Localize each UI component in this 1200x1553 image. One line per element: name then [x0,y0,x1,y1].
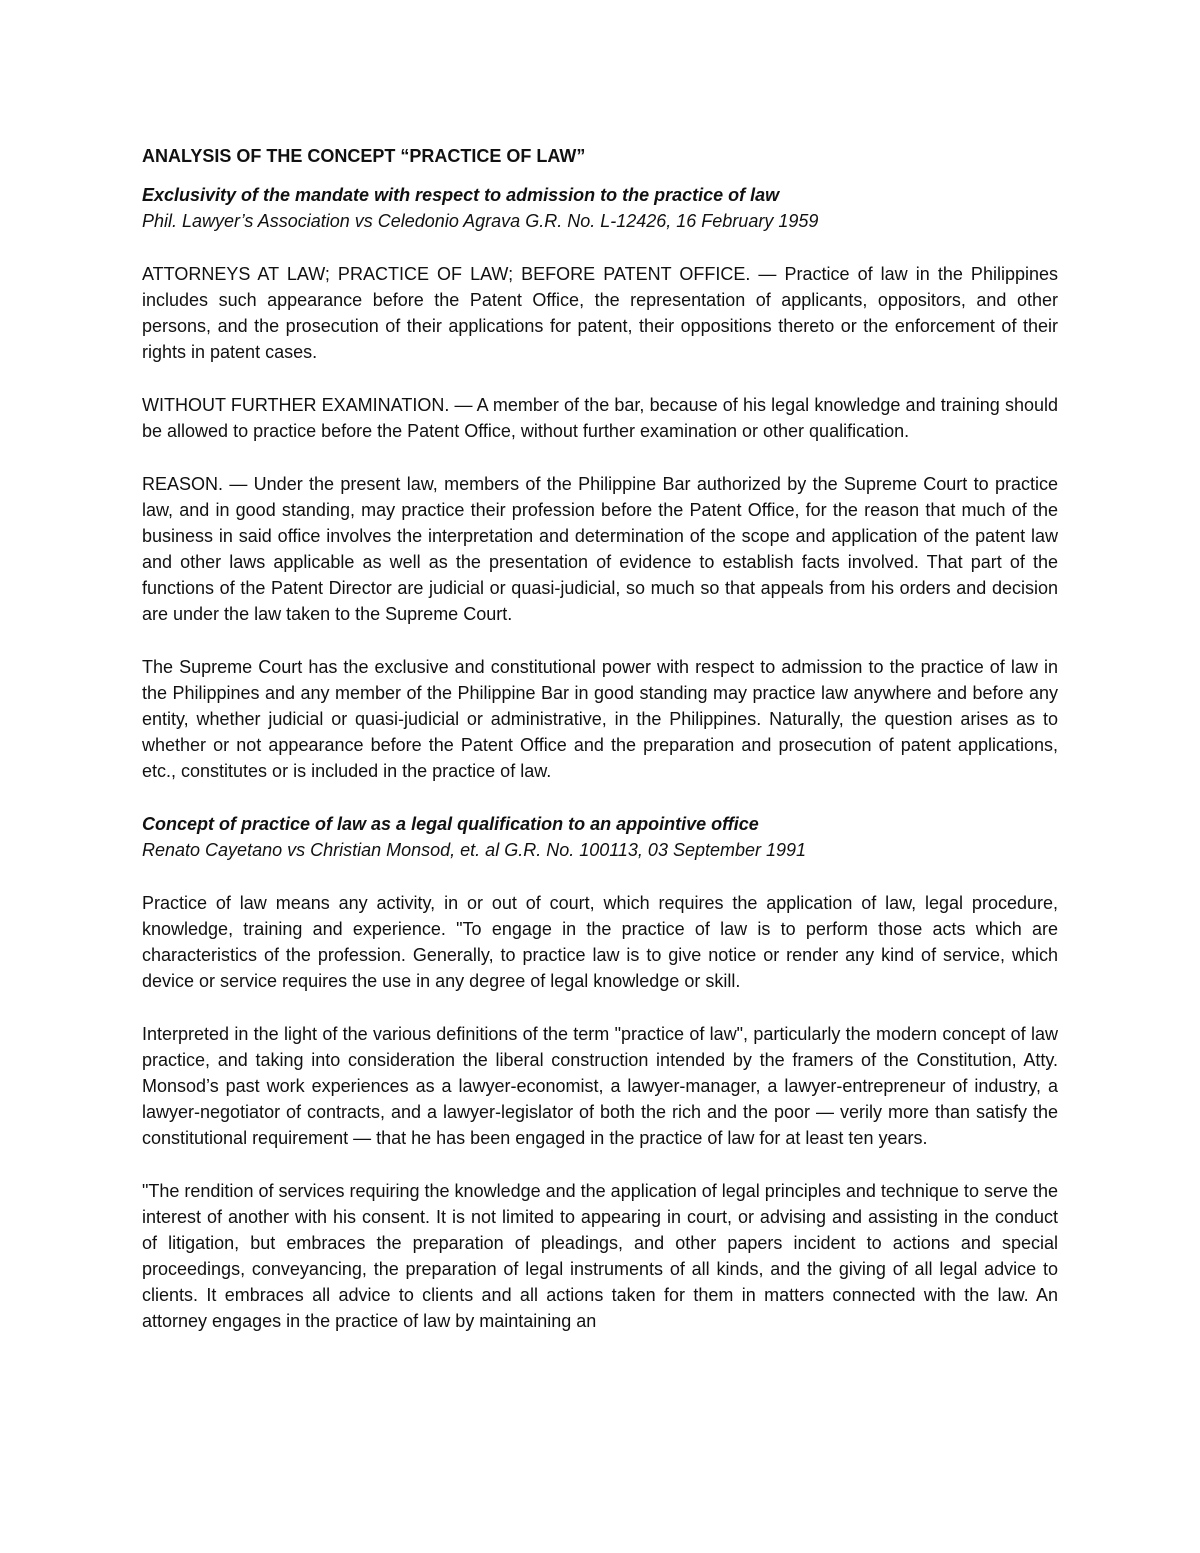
paragraph-rendition-of-services: "The rendition of services requiring the knowledge and the application of legal principles and technique to serve the interest of another with his consent. It is not limited to appearing in court, or advising and assisting in the conduct of litigation, but embraces the preparation of pleadings, and other papers incident to actions and special proceedings, conveyancing, the preparation of legal instruments of all kinds, and the giving of all legal advice to clients. It embraces all advice to clients and all actions taken for them in matters connected with the law. An attorney engages in the practice of law by maintaining an [142,1181,1058,1331]
case-citation: Phil. Lawyer’s Association vs Celedonio Agrava G.R. No. L-12426, 16 February 1959 [142,211,819,231]
paragraph-interpretation: Interpreted in the light of the various definitions of the term "practice of law", particularly the modern concept of law practice, and taking into consideration the liberal construction intended by the framers of the Constitution, Atty. Monsod’s past work experiences as a lawyer-economist, a lawyer-manager, a lawyer-entrepreneur of industry, a lawyer-negotiator of contracts, and a lawyer-legislator of both the rich and the poor — verily more than satisfy the constitutional requirement — that he has been engaged in the practice of law for at least ten years. [142,1024,1058,1148]
case-citation: Renato Cayetano vs Christian Monsod, et. al G.R. No. 100113, 03 September 1991 [142,840,807,860]
paragraph-without-further-examination: WITHOUT FURTHER EXAMINATION. — A member of the bar, because of his legal knowledge and training should be allowed to practice before the Patent Office, without further examination or other qualification. [142,395,1058,441]
document-title: ANALYSIS OF THE CONCEPT “PRACTICE OF LAW” [142,146,586,166]
document-body [142,143,1058,1334]
paragraph-attorneys-at-law: ATTORNEYS AT LAW; PRACTICE OF LAW; BEFORE PATENT OFFICE. — Practice of law in the Philippines includes such appearance before the Patent Office, the representation of applicants, oppositors, and other persons, and the prosecution of their applications for patent, their oppositions thereto or the enforcement of their rights in patent cases. [142,264,1058,362]
paragraph-practice-definition: Practice of law means any activity, in or out of court, which requires the application of law, legal procedure, knowledge, training and experience. "To engage in the practice of law is to perform those acts which are characteristics of the profession. Generally, to practice law is to give notice or render any kind of service, which device or service requires the use in any degree of legal knowledge or skill. [142,893,1058,991]
paragraph-reason: REASON. — Under the present law, members of the Philippine Bar authorized by the Supreme Court to practice law, and in good standing, may practice their profession before the Patent Office, for the reason that much of the business in said office involves the interpretation and determination of the scope and application of the patent law and other laws applicable as well as the presentation of evidence to establish facts involved. That part of the functions of the Patent Director are judicial or quasi-judicial, so much so that appeals from his orders and decision are under the law taken to the Supreme Court. [142,474,1058,624]
paragraph-supreme-court-power: The Supreme Court has the exclusive and constitutional power with respect to admission to the practice of law in the Philippines and any member of the Philippine Bar in good standing may practice law anywhere and before any entity, whether judicial or quasi-judicial or administrative, in the Philippines. Naturally, the question arises as to whether or not appearance before the Patent Office and the preparation and prosecution of patent applications, etc., constitutes or is included in the practice of law. [142,657,1058,781]
section-heading: Exclusivity of the mandate with respect to admission to the practice of law [142,185,780,205]
section-heading: Concept of practice of law as a legal qualification to an appointive office [142,814,759,834]
